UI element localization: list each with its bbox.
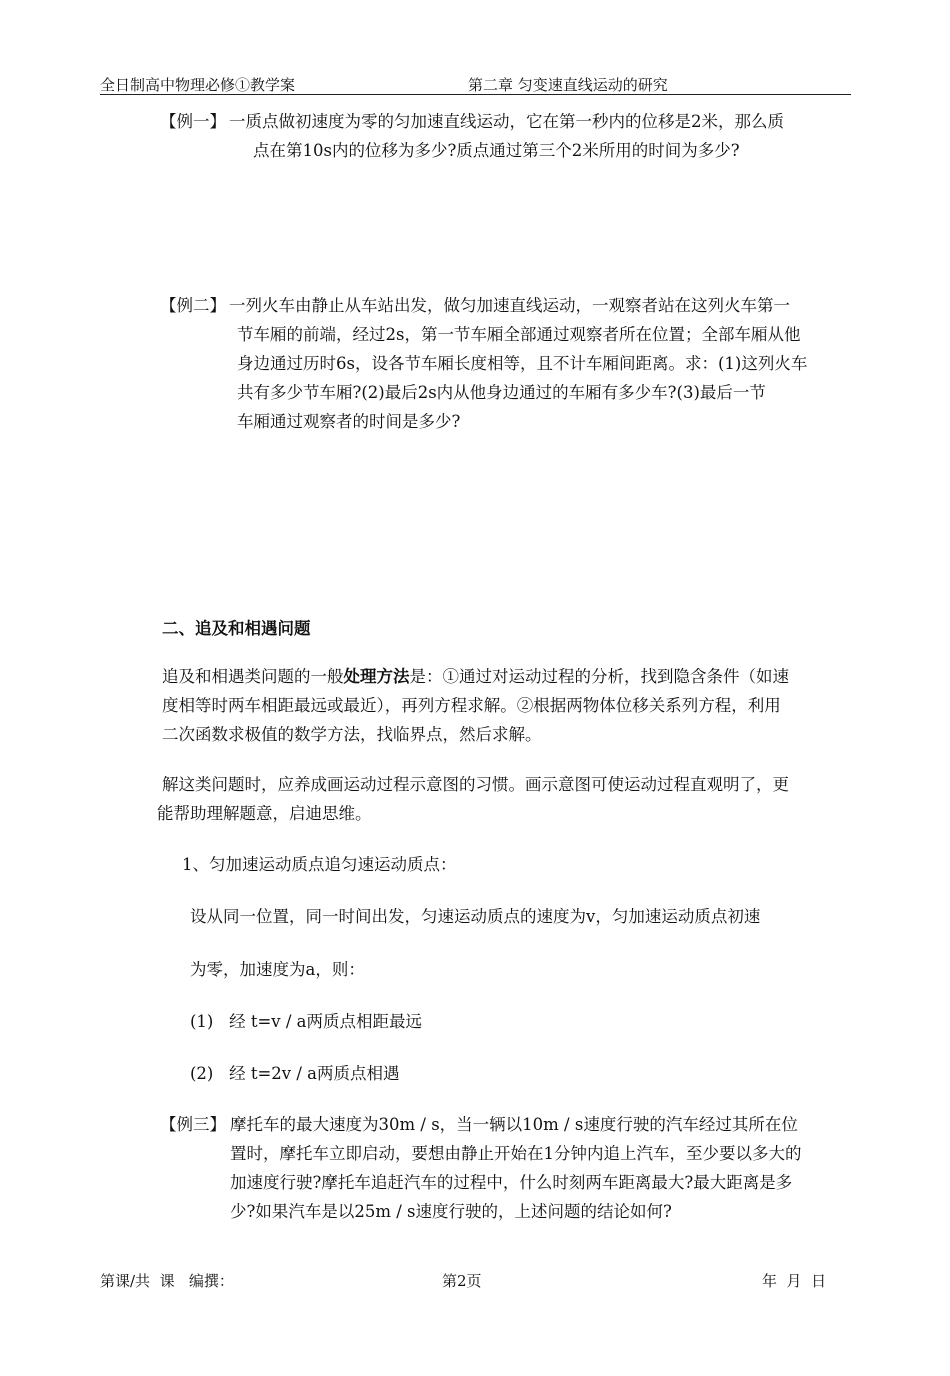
advice-paragraph-line-1: 解这类问题时，应养成画运动过程示意图的习惯。画示意图可使运动过程直观明了，更 <box>162 775 789 794</box>
example3-label: 【例三】 <box>160 1115 226 1134</box>
method-paragraph-line-1 <box>162 662 789 691</box>
example2-line-2: 节车厢的前端，经过2s，第一节车厢全部通过观察者所在位置；全部车厢从他 <box>237 325 801 344</box>
example3-line-4: 少?如果汽车是以25m / s速度行驶的，上述问题的结论如何? <box>230 1202 672 1221</box>
method-paragraph-line-3: 二次函数求极值的数学方法，找临界点，然后求解。 <box>162 725 542 744</box>
example2-line-1: 一列火车由静止从车站出发，做匀加速直线运动，一观察者站在这列火车第一 <box>229 296 790 315</box>
case1-condition-1: (1) 经 t=v / a两质点相距最远 <box>190 1012 423 1031</box>
example3-line-2: 置时，摩托车立即启动，要想由静止开始在1分钟内追上汽车，至少要以多大的 <box>230 1144 802 1163</box>
advice-paragraph-line-2: 能帮助理解题意，启迪思维。 <box>157 804 372 823</box>
header-rule <box>100 94 851 95</box>
footer-date: 年 月 日 <box>762 1272 827 1290</box>
example2-label: 【例二】 <box>160 296 226 315</box>
footer-page-number: 第2页 <box>442 1272 482 1290</box>
method-prefix: 追及和相遇类问题的一般 <box>162 667 344 686</box>
case1-setup-line-2: 为零，加速度为a，则： <box>190 960 365 979</box>
method-rest: 是：①通过对运动过程的分析，找到隐含条件（如速 <box>409 667 789 686</box>
example1-label: 【例一】 <box>160 112 226 131</box>
case1-condition-2: (2) 经 t=2v / a两质点相遇 <box>190 1064 400 1083</box>
method-keyword: 处理方法 <box>343 667 410 686</box>
example2-line-5: 车厢通过观察者的时间是多少? <box>237 412 461 431</box>
header-left-title: 全日制高中物理必修①教学案 <box>100 76 296 94</box>
example3-text <box>230 1110 802 1226</box>
section-title: 二、追及和相遇问题 <box>162 619 311 638</box>
example1-line-2: 点在第10s内的位移为多少?质点通过第三个2米所用的时间为多少? <box>253 141 740 160</box>
case1-setup-line-1: 设从同一位置，同一时间出发，匀速运动质点的速度为v，匀加速运动质点初速 <box>190 907 761 926</box>
example3-line-3: 加速度行驶?摩托车追赶汽车的过程中，什么时刻两车距离最大?最大距离是多 <box>230 1173 793 1192</box>
method-paragraph-line-2: 度相等时两车相距最远或最近），再列方程求解。②根据两物体位移关系列方程，利用 <box>162 696 781 715</box>
example1-text <box>229 107 784 165</box>
example2-line-4: 共有多少节车厢?(2)最后2s内从他身边通过的车厢有多少车?(3)最后一节 <box>237 383 766 402</box>
case1-title: 1、匀加速运动质点追匀速运动质点： <box>182 855 457 874</box>
example2-text <box>229 291 807 436</box>
example1-line-1: 一质点做初速度为零的匀加速直线运动，它在第一秒内的位移是2米，那么质 <box>229 112 784 131</box>
footer-left: 第课/共 课 编撰： <box>100 1272 234 1290</box>
example2-line-3: 身边通过历时6s，设各节车厢长度相等，且不计车厢间距离。求：(1)这列火车 <box>237 354 808 373</box>
example3-line-1: 摩托车的最大速度为30m / s，当一辆以10m / s速度行驶的汽车经过其所在位 <box>230 1115 798 1134</box>
header-chapter-title: 第二章 匀变速直线运动的研究 <box>468 76 668 94</box>
